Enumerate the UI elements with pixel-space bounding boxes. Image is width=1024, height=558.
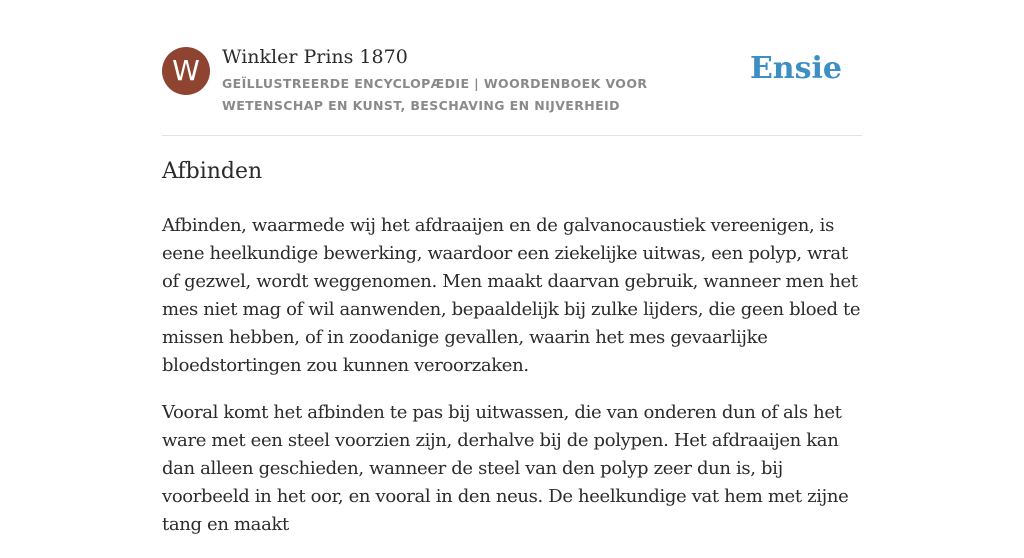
article-body: [162, 212, 864, 558]
article-paragraph: Vooral komt het afbinden te pas bij uitwassen, die van onderen dun of als het ware met een steel voorzien zijn, derhalve bij de polypen. Het afdraaijen kan dan alleen geschieden, wanneer de steel van den polyp zeer dun is, bij voorbeeld in het oor, en vooral in den neus. De heelkundige vat hem met zijne tang en maakt: [162, 402, 849, 535]
source-header: [162, 46, 862, 136]
article-paragraph: Afbinden, waarmede wij het afdraaijen en de galvanocaustiek vereenigen, is eene heelkundige bewerking, waardoor een ziekelijke uitwas, een polyp, wrat of gezwel, wordt weggenomen. Men maakt daarvan gebruik, wanneer men het mes niet mag of wil aanwenden, bepaaldelijk bij zulke lijders, die geen bloed te missen hebben, of in zoodanige gevallen, waarin het mes gevaarlijke bloedstortingen zou kunnen veroorzaken.: [162, 215, 861, 376]
ensie-logo[interactable]: Ensie: [749, 51, 842, 86]
source-subtitle: GEÏLLUSTREERDE ENCYCLOPÆDIE | WOORDENBOEK VOOR WETENSCHAP EN KUNST, BESCHAVING EN NIJVERHEID: [222, 76, 648, 113]
article-headword: Afbinden: [162, 159, 263, 184]
source-avatar[interactable]: W: [162, 47, 210, 95]
source-title[interactable]: Winkler Prins 1870: [222, 46, 408, 68]
header-divider: [162, 135, 862, 136]
